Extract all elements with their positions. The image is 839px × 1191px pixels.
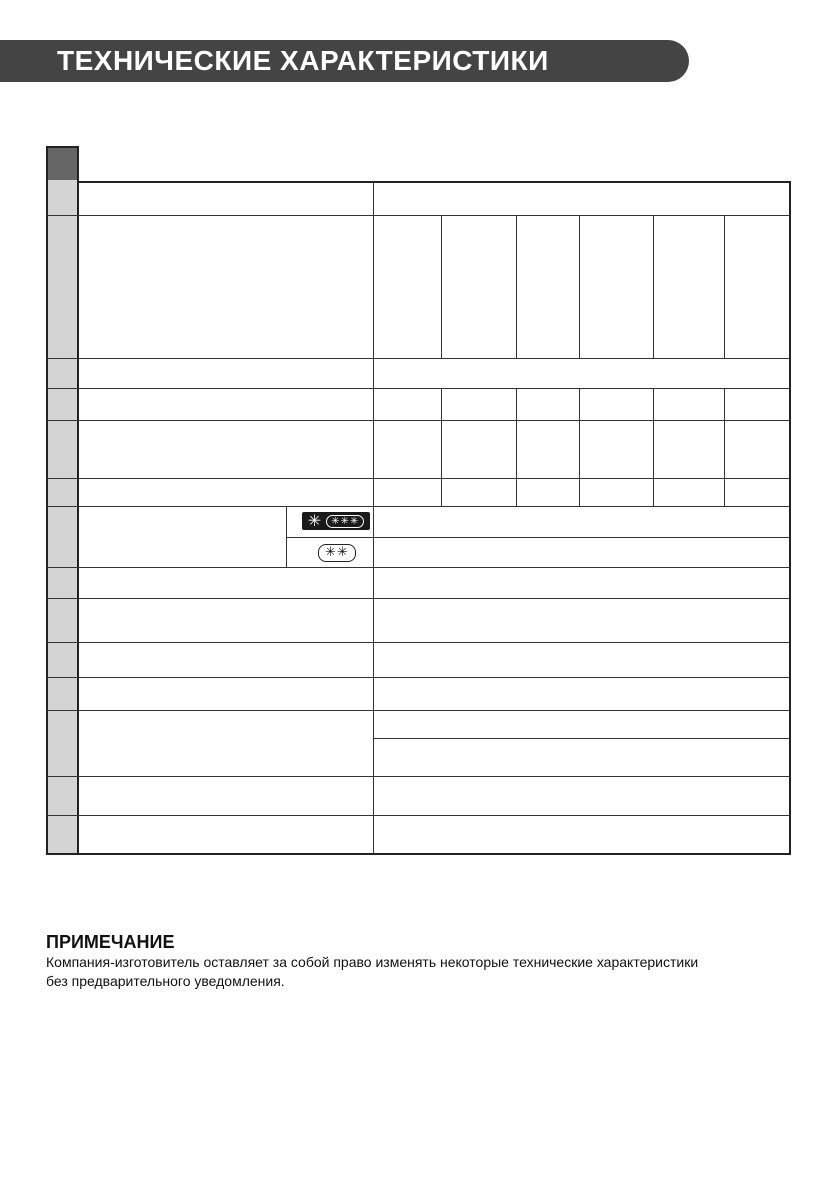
corner-cell-top-border	[46, 146, 79, 148]
row-divider	[373, 738, 790, 739]
row-divider	[46, 420, 790, 421]
row-divider	[46, 677, 790, 678]
row-divider	[46, 567, 790, 568]
table-bottom-border	[46, 853, 791, 855]
value-column-divider	[373, 181, 374, 854]
model-column-divider	[579, 388, 580, 507]
row-divider	[286, 537, 790, 538]
model-column-divider	[441, 216, 442, 358]
section-header-banner	[0, 40, 689, 82]
model-column-divider	[724, 388, 725, 507]
model-column-divider	[724, 216, 725, 358]
two-star-freezer-symbol	[318, 544, 356, 562]
table-right-border	[789, 181, 791, 854]
two-star-icon: ✳✳	[325, 545, 349, 560]
table-corner-cell	[46, 146, 78, 180]
table-left-border	[46, 146, 48, 854]
model-column-divider	[579, 216, 580, 358]
model-column-divider	[653, 216, 654, 358]
label-column-divider	[77, 146, 79, 854]
row-divider	[46, 506, 790, 507]
section-title: ТЕХНИЧЕСКИЕ ХАРАКТЕРИСТИКИ	[57, 45, 549, 76]
snowflake-icon: ✳	[307, 511, 322, 530]
row-divider	[46, 215, 790, 216]
note-heading: ПРИМЕЧАНИЕ	[46, 932, 175, 952]
table-top-border	[78, 181, 791, 183]
three-star-icon: ✳✳✳	[326, 515, 364, 528]
model-column-divider	[516, 388, 517, 507]
row-divider	[46, 478, 790, 479]
row-divider	[46, 642, 790, 643]
model-column-divider	[516, 216, 517, 358]
note-body	[46, 953, 786, 991]
model-column-divider	[653, 388, 654, 507]
row-divider	[46, 358, 790, 359]
row-divider	[46, 598, 790, 599]
row-divider	[46, 388, 790, 389]
row-divider	[46, 776, 790, 777]
model-column-divider	[441, 388, 442, 507]
three-star-freezer-symbol	[302, 512, 370, 530]
note-line-1: Компания-изготовитель оставляет за собой право изменять некоторые технические характеристики	[46, 954, 699, 970]
row-divider	[46, 815, 790, 816]
row-divider	[46, 710, 790, 711]
note-line-2: без предварительного уведомления.	[46, 973, 285, 989]
row-number-column	[46, 146, 78, 854]
